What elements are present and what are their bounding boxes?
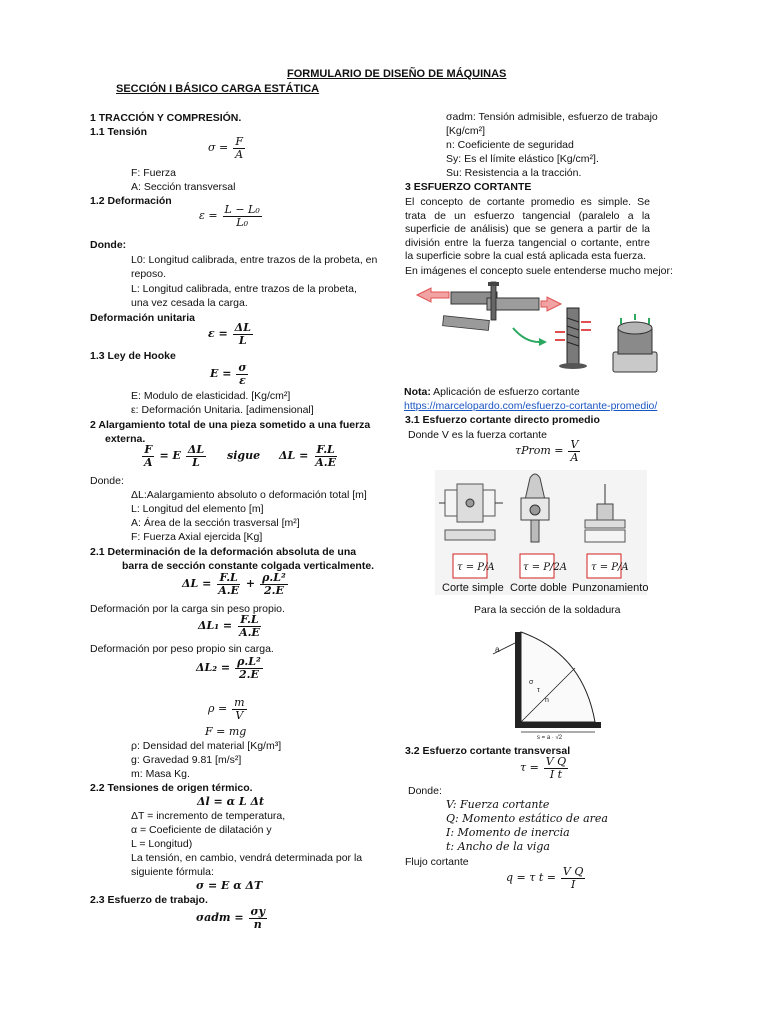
def-sin-peso: Deformación por la carga sin peso propio.: [90, 603, 285, 615]
svg-text:τ: τ: [537, 687, 540, 694]
label-corte-simple: Corte simple: [442, 582, 504, 594]
label-corte-doble: Corte doble: [510, 582, 567, 594]
def-dT: ΔT = incremento de temperatura,: [131, 810, 286, 822]
formula-rho: ρ = $\frac{m}{V}$: [208, 696, 245, 722]
label-punzonamiento: Punzonamiento: [572, 582, 649, 594]
page-title: FORMULARIO DE DISEÑO DE MÁQUINAS: [287, 68, 507, 80]
reference-link[interactable]: https://marcelopardo.com/esfuerzo-cortante-promedio/: [404, 400, 658, 412]
def-fuerza: F: Fuerza: [131, 167, 176, 179]
formula-sigma-termico: σ = E α ΔT: [196, 879, 263, 892]
donde3-label: Donde:: [408, 785, 442, 797]
svg-text:a: a: [495, 645, 500, 654]
svg-text:τ = P/A: τ = P/A: [457, 562, 495, 573]
heading-2: 2 Alargamiento total de una pieza sometido a una fuerza: [90, 419, 371, 431]
def-area: A: Sección transversal: [131, 181, 236, 193]
formula-dl2: ΔL₂ = $\frac{\text{ρ.L²}}{2.E}$: [196, 655, 261, 681]
tension-text-cont: siguiente fórmula:: [131, 866, 214, 878]
def-V: V: Fuerza cortante: [446, 798, 550, 811]
donde-v: Donde V es la fuerza cortante: [408, 429, 547, 441]
heading-2-3: 2.3 Esfuerzo de trabajo.: [90, 894, 208, 906]
formula-flujo: q = τ t = $\frac{\text{V Q}}{I}$: [506, 865, 584, 891]
weld-figure: [465, 624, 605, 740]
def-dl: ΔL:Aalargamiento absoluto o deformación total [m]: [131, 489, 367, 501]
formula-alargamiento: $\frac{F}{A}$ = E $\frac{\Delta L}{L}$ sigue ΔL = $\frac{F.L}{A.E}$: [144, 443, 337, 469]
formula-sigma-adm: σadm = $\frac{\sigma y}{n}$: [196, 905, 266, 931]
formula-F-mg: F = mg: [205, 725, 247, 738]
svg-text:τ = P/A: τ = P/A: [591, 562, 629, 573]
def-I: I: Momento de inercia: [446, 826, 570, 839]
def-Q: Q: Momento estático de area: [446, 812, 608, 825]
def-su: Su: Resistencia a la tracción.: [446, 167, 582, 179]
def-l-cont: una vez cesada la carga.: [131, 297, 248, 309]
formula-deformacion: ε = $\frac{\text{L − L₀}}{\text{L₀}}$: [199, 203, 260, 229]
cortante-images-text: En imágenes el concepto suele entenderse mucho mejor:: [405, 265, 673, 277]
def-longitud: L = Longitud): [131, 838, 193, 850]
def-L: L: Longitud del elemento [m]: [131, 503, 264, 515]
formula-tau-prom: τProm = $\frac{V}{A}$: [515, 438, 579, 464]
def-g: g: Gravedad 9.81 [m/s²]: [131, 754, 242, 766]
heading-3-2: 3.2 Esfuerzo cortante transversal: [405, 745, 571, 757]
heading-1-2: 1.2 Deformación: [90, 195, 172, 207]
def-sy: Sy: Es el límite elástico [Kg/cm²].: [446, 153, 599, 165]
svg-text:s = a · √2: s = a · √2: [537, 735, 563, 740]
formula-tau-transversal: τ = $\frac{\text{V Q}}{\text{I t}}$: [520, 755, 567, 781]
def-t: t: Ancho de la viga: [446, 840, 550, 853]
tension-text: La tensión, en cambio, vendrá determinada por la: [131, 852, 363, 864]
nota-line: Nota: Aplicación de esfuerzo cortante: [404, 386, 580, 398]
soldadura-caption: Para la sección de la soldadura: [474, 604, 621, 616]
def-l: L: Longitud calibrada, entre trazos de la probeta,: [131, 283, 357, 295]
def-eps: ε: Deformación Unitaria. [adimensional]: [131, 404, 314, 416]
formula-dl-total: ΔL = $\frac{F.L}{A.E}$ + $\frac{\text{ρ.L²}}{2.E}$: [182, 571, 286, 597]
heading-3: 3 ESFUERZO CORTANTE: [405, 181, 532, 193]
shear-figure: [415, 278, 665, 384]
def-E: E: Modulo de elasticidad. [Kg/cm²]: [131, 390, 291, 402]
def-sigma-adm: σadm: Tensión admisible, esfuerzo de trabajo: [446, 111, 658, 123]
def-peso-propio: Deformación por peso propio sin carga.: [90, 643, 274, 655]
heading-2-2: 2.2 Tensiones de origen térmico.: [90, 782, 253, 794]
heading-2-cont: externa.: [105, 433, 146, 445]
heading-2-1: 2.1 Determinación de la deformación absoluta de una: [90, 546, 357, 558]
heading-3-1: 3.1 Esfuerzo cortante directo promedio: [405, 414, 600, 426]
heading-1-3: 1.3 Ley de Hooke: [90, 350, 176, 362]
shear-cases-figure: [435, 470, 647, 595]
svg-text:n: n: [545, 697, 549, 704]
def-n: n: Coeficiente de seguridad: [446, 139, 574, 151]
def-l0-cont: reposo.: [131, 268, 167, 280]
formula-tension: σ = $\frac{F}{A}$: [208, 135, 244, 161]
def-rho: ρ: Densidad del material [Kg/m³]: [131, 740, 282, 752]
def-sigma-adm-unit: [Kg/cm²]: [446, 125, 486, 137]
def-A: A: Área de la sección trasversal [m²]: [131, 517, 300, 529]
cortante-paragraph: El concepto de cortante promedio es simple. Se trata de un esfuerzo tangencial (paralelo a la superficie de análisis) que se genera a partir de la división entre la fuerza tangencial o cortante, entre la superficie sobre la cual está aplicada esta fuerza.: [405, 196, 650, 262]
def-l0: L0: Longitud calibrada, entre trazos de la probeta, en: [131, 254, 378, 266]
formula-hooke: E = $\frac{\sigma}{\varepsilon}$: [210, 361, 247, 387]
formula-dl1: ΔL₁ = $\frac{F.L}{A.E}$: [198, 613, 260, 639]
formula-termico: Δl = α L Δt: [197, 795, 265, 808]
flujo-cortante: Flujo cortante: [405, 856, 469, 868]
def-alpha: α = Coeficiente de dilatación y: [131, 824, 272, 836]
heading-2-1-cont: barra de sección constante colgada verticalmente.: [122, 560, 375, 572]
def-F: F: Fuerza Axial ejercida [Kg]: [131, 531, 263, 543]
section-title: SECCIÓN I BÁSICO CARGA ESTÁTICA: [116, 83, 320, 95]
svg-text:σ: σ: [529, 679, 534, 686]
formula-def-unitaria: ε = $\frac{\Delta L}{L}$: [208, 321, 251, 347]
donde2-label: Donde:: [90, 475, 124, 487]
def-m: m: Masa Kg.: [131, 768, 190, 780]
heading-def-unitaria: Deformación unitaria: [90, 312, 196, 324]
heading-1-1: 1.1 Tensión: [90, 126, 147, 138]
donde-label: Donde:: [90, 239, 127, 251]
svg-text:τ = P/2A: τ = P/2A: [523, 562, 567, 573]
heading-1: 1 TRACCIÓN Y COMPRESIÓN.: [90, 112, 242, 124]
